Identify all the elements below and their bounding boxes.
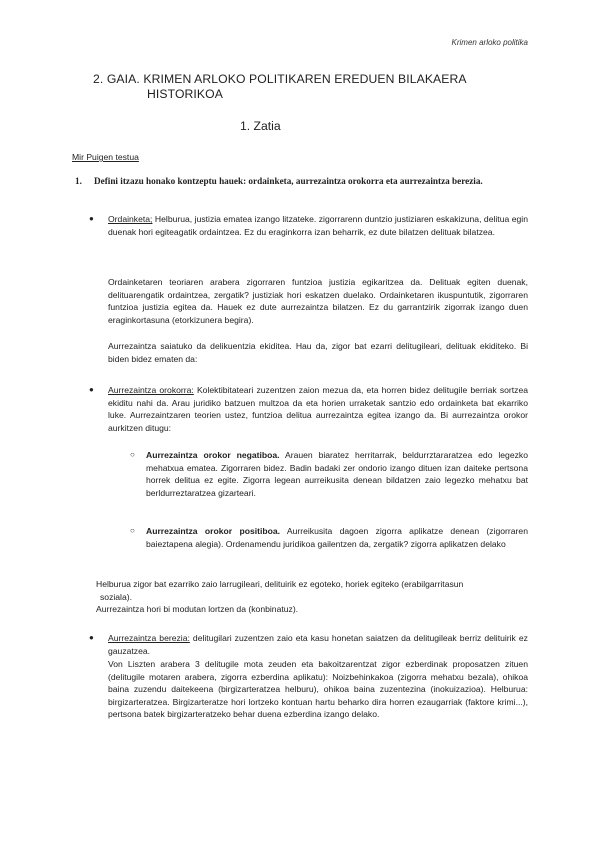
negatiboa-term: Aurrezaintza orokor negatiboa. xyxy=(146,450,280,460)
berezia-term: Aurrezaintza berezia: xyxy=(108,633,190,643)
chapter-title-line1: 2. GAIA. KRIMEN ARLOKO POLITIKAREN EREDUEN BILAKAERA xyxy=(93,72,467,86)
helburua-line1: Helburua zigor bat ezarriko zaio larrugileari, delituirik ez egoteko, horiek egiteko (erabilgarritasun xyxy=(96,579,464,589)
bullet-icon: ● xyxy=(89,214,94,223)
helburua-line2: soziala). xyxy=(100,591,132,602)
bullet-icon: ● xyxy=(89,633,94,642)
question xyxy=(75,175,528,189)
berezia-text: delitugilari zuzentzen zaio eta kasu honetan saiatzen da delitugileak berriz delituirik ez gauzatzea. xyxy=(108,633,528,656)
chapter-title xyxy=(93,72,533,102)
positiboa-item xyxy=(130,525,528,550)
bullet-icon: ● xyxy=(89,385,94,394)
berezia-paragraph-2: Von Liszten arabera 3 delitugile mota zeuden eta bakoitzarentzat zigor ezberdinak proposatzen zituen (delitugile motaren arabera, zigorra ezberdina aplikatu): Noizbehinkakoa (zigorra mehatxu bezala), ohikoa baina zuzendu daitekeena (birgizarteratzea helburu), ohikoa baina zuzentezina (inokuizazioa). Helburua: birgizarteratzea. Birgizarteratze hori lortzeko kontuan hartu beharko dira horren ezaugarriak (faktore krimi...), pertsona batek birgizarteratzeko behar duena ezberdina izango delako. xyxy=(108,659,528,720)
question-number: 1. xyxy=(75,176,82,186)
source-label: Mir Puigen testua xyxy=(72,152,139,162)
positiboa-text: Aurreikusita dagoen zigorra aplikatze denean (zigorraren baieztapena alegia). Ordenamendu juridikoa gailentzen da, zergatik? zigorra aplikatzen delako xyxy=(146,526,528,549)
berezia-section xyxy=(89,632,528,657)
negatiboa-item xyxy=(130,449,528,499)
orokorra-text: Kolektibitateari zuzentzen zaion mezua da, eta horren bidez delitugile berriak sortzea ekiditu nahi da. Arau juridiko batzuen multzoa da eta horien urraketak santzio edo ordainketa bat ekarriko luke. Aurrezaintzaren teorien ustez, funtzioa delitua aurrezaintza egitea izango da. Bi aurrezaintza orokor aurkitzen ditugu: xyxy=(108,385,528,433)
negatiboa-text: Arauen biaratez herritarrak, beldurrztararatzea edo legezko mehatxua ematea. Zigorraren bidez. Badin badaki zer ondorio izango dituen izan daiteke pertsona horrek delitua ez egite. Zigorra legean aurreikusita denean bildatzen zaio legezko mehatxu bat berldurreztaratzea gizarteari. xyxy=(146,450,528,498)
question-text: Defini itzazu honako kontzeptu hauek: ordainketa, aurrezaintza orokorra eta aurrezaintza berezia. xyxy=(94,176,483,186)
sub-bullet-icon: ○ xyxy=(130,526,135,535)
running-header: Krimen arloko politika xyxy=(451,38,528,47)
ordainketa-text: Helburua, justizia ematea izango litzateke. zigorrarenn duntzio justiziaren eskakizuna, delitua egin duenak hori egiteagatik ordaintzea. Ez du eraginkorra izan beharrik, ez dute bilatzen delituak bilatzea. xyxy=(108,214,528,237)
ordainketa-paragraph-2: Ordainketaren teoriaren arabera zigorraren funtzioa justizia egikaritzea da. Delituak egiten duenak, delituarengatik ordaintzea, zergatik? justiziak hori eskatzen duelako. Ordainketaren ikuspuntutik, zigorraren funtzioa justizia egitea da. Hauek ez dute aurrezaintza bilatzen. Ez du garrantzirik zigorrak izango duen eraginkortasuna (etorkizunera begira). xyxy=(108,277,528,325)
helburua-line3: Aurrezaintza hori bi modutan lortzen da (konbinatuz). xyxy=(96,604,299,615)
chapter-title-line2: HISTORIKOA xyxy=(147,87,223,101)
orokorra-term: Aurrezaintza orokorra: xyxy=(108,385,194,395)
part-title: 1. Zatia xyxy=(240,119,281,133)
ordainketa-section xyxy=(89,213,528,238)
ordainketa-term: Ordainketa; xyxy=(108,214,153,224)
helburua-paragraph xyxy=(96,578,536,616)
orokorra-section xyxy=(89,384,528,434)
positiboa-term: Aurrezaintza orokor positiboa. xyxy=(146,526,281,536)
ordainketa-paragraph-3: Aurrezaintza saiatuko da delikuentzia ekiditea. Hau da, zigor bat ezarri delitugileari, delituak ekiditeko. Bi biden bidez ematen da: xyxy=(108,341,528,364)
sub-bullet-icon: ○ xyxy=(130,450,135,459)
